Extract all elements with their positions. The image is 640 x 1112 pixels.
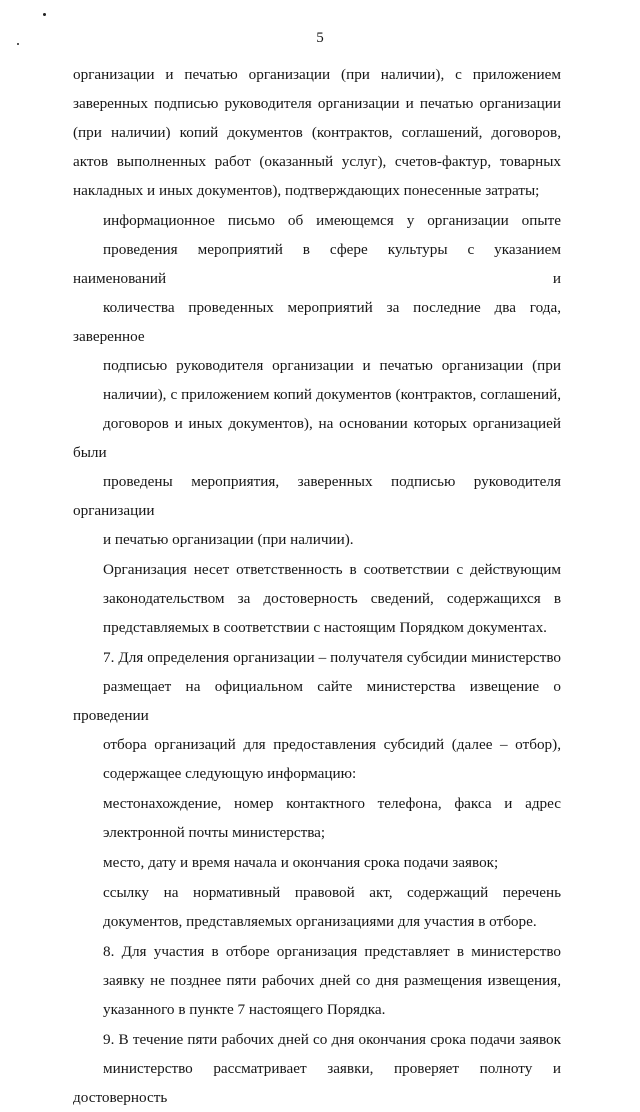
paragraph [73, 643, 561, 788]
paragraph [73, 937, 561, 1024]
text-line: 8. Для участия в отборе организация представляет в министерство [103, 943, 561, 960]
text-line: актов выполненных работ (оказанный услуг), счетов-фактур, товарных [73, 153, 561, 170]
text-line: накладных и иных документов), подтверждающих понесенные затраты; [73, 182, 540, 199]
text-line: местонахождение, номер контактного телефона, факса и адрес [103, 795, 561, 812]
scan-speck [43, 13, 46, 16]
text-line: указанного в пункте 7 настоящего Порядка. [103, 1001, 386, 1018]
text-line: министерство рассматривает заявки, проверяет полноту и достоверность [73, 1060, 561, 1106]
text-line: отбора организаций для предоставления субсидий (далее – отбор), [103, 736, 561, 753]
text-line: Организация несет ответственность в соответствии с действующим [103, 561, 561, 578]
text-line: содержащее следующую информацию: [103, 765, 357, 782]
text-line: наличии), с приложением копий документов (контрактов, соглашений, [103, 386, 561, 403]
text-line: ссылку на нормативный правовой акт, содержащий перечень [103, 884, 561, 901]
text-line: 7. Для определения организации – получателя субсидии министерство [103, 649, 561, 666]
text-line: количества проведенных мероприятий за последние два года, заверенное [73, 299, 561, 345]
paragraph [73, 789, 561, 847]
text-line: проведения мероприятий в сфере культуры с указанием наименований и [73, 241, 561, 287]
paragraph [73, 60, 561, 205]
text-line: представляемых в соответствии с настоящим Порядком документах. [103, 619, 547, 636]
text-line: договоров и иных документов), на основании которых организацией были [73, 415, 561, 461]
text-line: электронной почты министерства; [103, 824, 326, 841]
paragraph [73, 1025, 561, 1112]
text-line: заверенных подписью руководителя организации и печатью организации [73, 95, 561, 112]
text-line: информационное письмо об имеющемся у организации опыте [103, 212, 561, 229]
text-line: проведены мероприятия, заверенных подписью руководителя организации [73, 473, 561, 519]
text-line: (при наличии) копий документов (контрактов, соглашений, договоров, [73, 124, 561, 141]
paragraph [73, 878, 561, 936]
page-number: 5 [316, 30, 324, 46]
text-line: документов, представляемых организациями для участия в отборе. [103, 913, 537, 930]
text-line: заявку не позднее пяти рабочих дней со дня размещения извещения, [103, 972, 561, 989]
paragraph [73, 555, 561, 642]
text-line: подписью руководителя организации и печатью организации (при [103, 357, 561, 374]
text-line: место, дату и время начала и окончания срока подачи заявок; [103, 854, 499, 871]
text-line: законодательством за достоверность сведений, содержащихся в [103, 590, 561, 607]
document-body [73, 60, 561, 1112]
text-line: организации и печатью организации (при наличии), с приложением [73, 66, 561, 83]
text-line: 9. В течение пяти рабочих дней со дня окончания срока подачи заявок [103, 1031, 561, 1048]
text-line: размещает на официальном сайте министерства извещение о проведении [73, 678, 561, 724]
text-line: и печатью организации (при наличии). [103, 531, 354, 548]
paragraph [73, 848, 561, 877]
paragraph [73, 206, 561, 554]
